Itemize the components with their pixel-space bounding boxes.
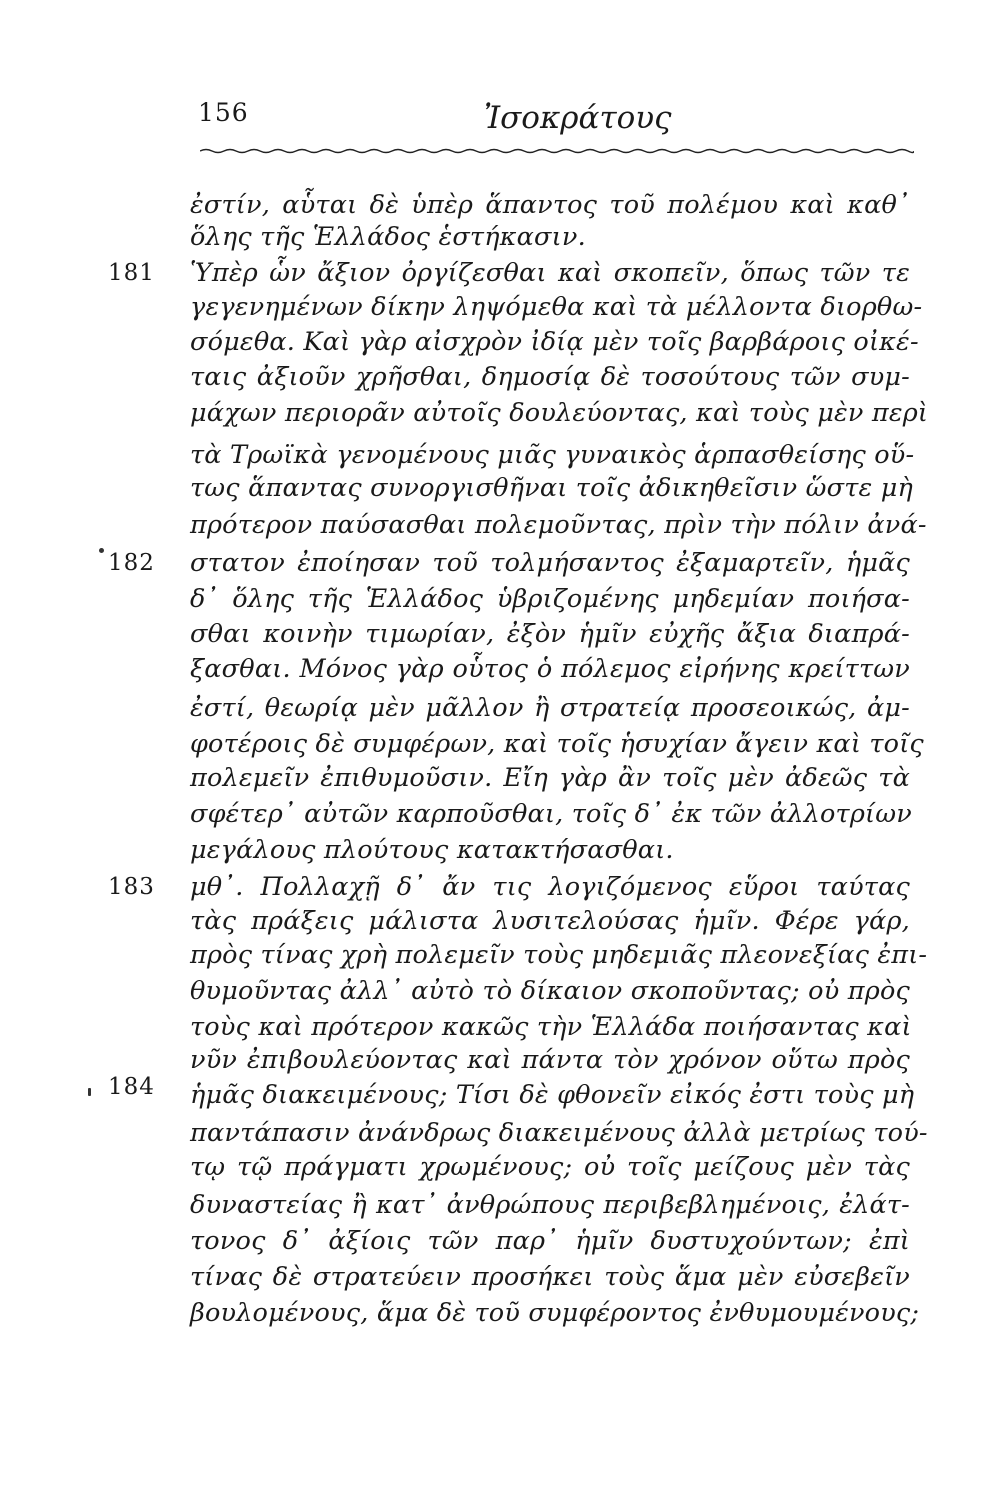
text-line: τίνας δὲ στρατεύειν προσήκει τοὺς ἅμα μὲν εὐσεβεῖν xyxy=(190,1262,910,1292)
text-line: τὰς πράξεις μάλιστα λυσιτελούσας ἡμῖν. Φέρε γάρ, xyxy=(190,906,910,936)
text-line: γεγενημένων δίκην ληψόμεθα καὶ τὰ μέλλοντα διορθω- xyxy=(190,292,923,322)
text-line: ἡμᾶς διακειμένους; Τίσι δὲ φθονεῖν εἰκός ἐστι τοὺς μὴ xyxy=(190,1080,915,1110)
text-line: σθαι κοινὴν τιμωρίαν, ἐξὸν ἡμῖν εὐχῆς ἄξια διαπρά- xyxy=(190,619,910,649)
text-line: φοτέροις δὲ συμφέρων, καὶ τοῖς ἡσυχίαν ἄγειν καὶ τοῖς xyxy=(190,729,924,759)
section-number: 184 xyxy=(108,1074,155,1100)
text-line: τοὺς καὶ πρότερον κακῶς τὴν Ἑλλάδα ποιήσαντας καὶ xyxy=(190,1012,912,1042)
text-line: δ᾽ ὅλης τῆς Ἑλλάδος ὑβριζομένης μηδεμίαν ποιήσα- xyxy=(190,584,910,614)
text-line: δυναστείας ἢ κατ᾽ ἀνθρώπους περιβεβλημένοις, ἐλάτ- xyxy=(190,1190,910,1220)
text-line: τῳ τῷ πράγματι χρωμένους; οὐ τοῖς μείζους μὲν τὰς xyxy=(190,1152,910,1182)
text-line: ξασθαι. Μόνος γὰρ οὗτος ὁ πόλεμος εἰρήνης κρείττων xyxy=(190,654,910,684)
text-line: νῦν ἐπιβουλεύοντας καὶ πάντα τὸν χρόνον οὕτω πρὸς xyxy=(190,1045,910,1075)
text-line: ταις ἀξιοῦν χρῆσθαι, δημοσίᾳ δὲ τοσούτους τῶν συμ- xyxy=(190,362,910,392)
text-line: πρὸς τίνας χρὴ πολεμεῖν τοὺς μηδεμιᾶς πλεονεξίας ἐπι- xyxy=(190,940,928,970)
text-line: θυμοῦντας ἀλλ᾽ αὐτὸ τὸ δίκαιον σκοποῦντας; οὐ πρὸς xyxy=(190,976,910,1006)
text-line: πολεμεῖν ἐπιθυμοῦσιν. Εἴη γὰρ ἂν τοῖς μὲν ἀδεῶς τὰ xyxy=(190,763,910,793)
text-line: Ὑπὲρ ὧν ἄξιον ὀργίζεσθαι καὶ σκοπεῖν, ὅπως τῶν τε xyxy=(190,258,910,288)
text-line: στατον ἐποίησαν τοῦ τολμήσαντος ἐξαμαρτεῖν, ἡμᾶς xyxy=(190,548,910,578)
running-title: Ἰσοκράτους xyxy=(484,100,672,136)
page-header xyxy=(0,98,987,138)
print-mark xyxy=(88,1088,91,1096)
section-number: 181 xyxy=(108,260,155,286)
text-line: τὰ Τρωϊκὰ γενομένους μιᾶς γυναικὸς ἁρπασθείσης οὕ- xyxy=(190,440,915,470)
section-number: 183 xyxy=(108,874,155,900)
text-line: σόμεθα. Καὶ γὰρ αἰσχρὸν ἰδίᾳ μὲν τοῖς βαρβάροις οἰκέ- xyxy=(190,327,919,357)
text-line: σφέτερ᾽ αὐτῶν καρποῦσθαι, τοῖς δ᾽ ἐκ τῶν ἀλλοτρίων xyxy=(190,799,912,829)
text-line: μεγάλους πλούτους κατακτήσασθαι. xyxy=(190,835,674,865)
text-line: μάχων περιορᾶν αὐτοῖς δουλεύοντας, καὶ τοὺς μὲν περὶ xyxy=(190,398,929,428)
print-mark xyxy=(99,548,104,553)
text-line: μθ᾽. Πολλαχῇ δ᾽ ἄν τις λογιζόμενος εὕροι ταύτας xyxy=(190,872,910,902)
section-number: 182 xyxy=(108,550,155,576)
text-line: τως ἅπαντας συνοργισθῆναι τοῖς ἀδικηθεῖσιν ὥστε μὴ xyxy=(190,473,913,503)
header-rule xyxy=(200,148,914,154)
text-line: βουλομένους, ἅμα δὲ τοῦ συμφέροντος ἐνθυμουμένους; xyxy=(190,1298,920,1328)
text-line: ἐστί, θεωρίᾳ μὲν μᾶλλον ἢ στρατείᾳ προσεοικώς, ἀμ- xyxy=(190,693,910,723)
page-number: 156 xyxy=(198,98,249,127)
text-line: πρότερον παύσασθαι πολεμοῦντας, πρὶν τὴν πόλιν ἀνά- xyxy=(190,510,927,540)
text-line: τονος δ᾽ ἀξίοις τῶν παρ᾽ ἡμῖν δυστυχούντων; ἐπὶ xyxy=(190,1226,910,1256)
text-line: ἐστίν, αὗται δὲ ὑπὲρ ἅπαντος τοῦ πολέμου καὶ καθ᾽ xyxy=(190,190,910,220)
text-line: παντάπασιν ἀνάνδρως διακειμένους ἀλλὰ μετρίως τού- xyxy=(190,1118,928,1148)
text-line: ὅλης τῆς Ἑλλάδος ἑστήκασιν. xyxy=(190,222,586,252)
